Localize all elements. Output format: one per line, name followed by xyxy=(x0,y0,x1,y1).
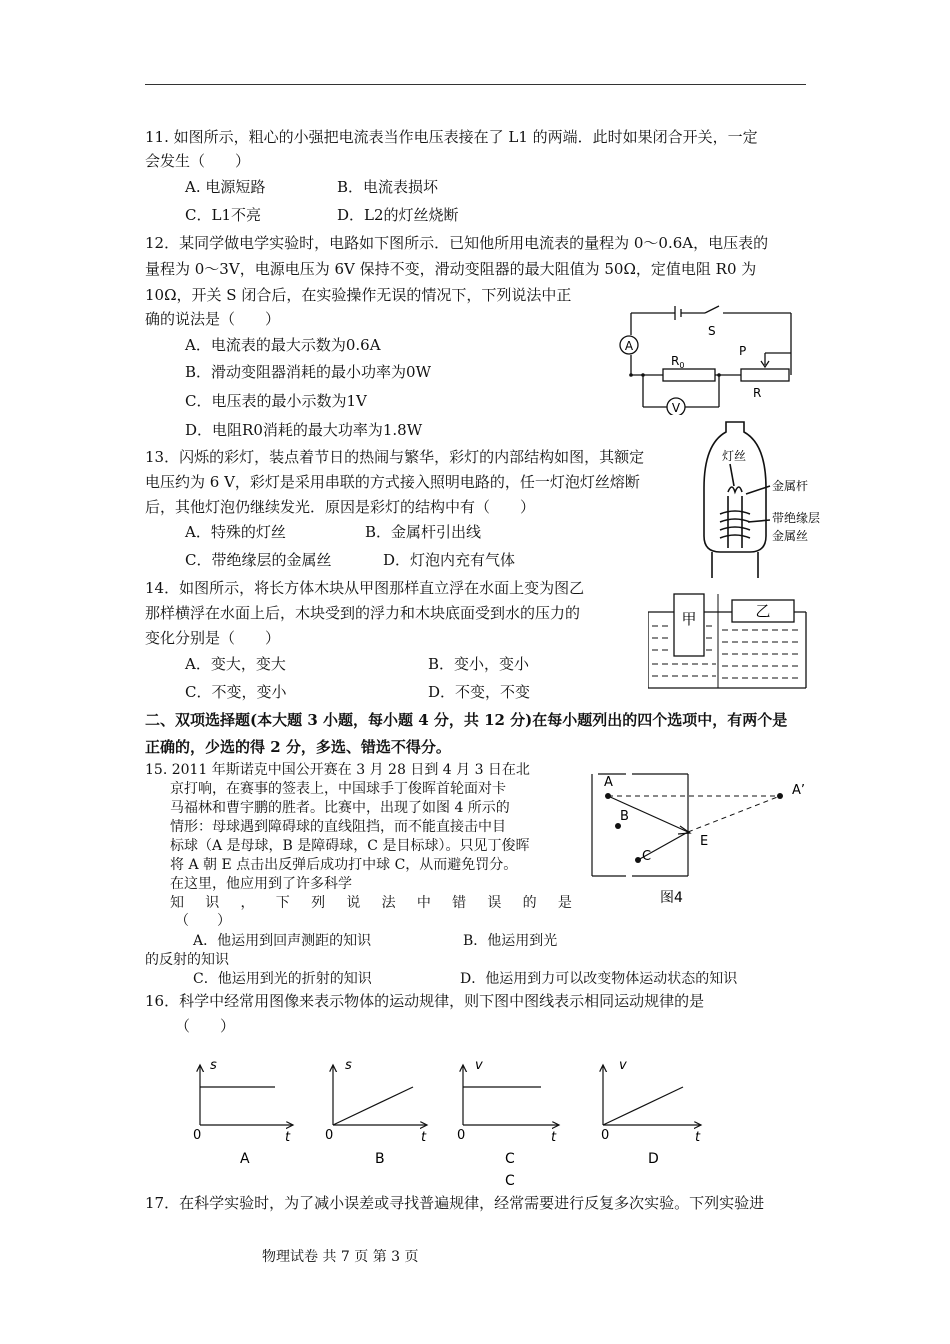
q15-option-a: A．他运用到回声测距的知识 xyxy=(193,933,372,949)
q15-line5: 标球（A 是母球，B 是障碍球，C 是目标球）。只见丁俊晖 xyxy=(170,838,530,854)
q12-option-c: C．电压表的最小示数为1V xyxy=(185,392,367,410)
graph-b-label: B xyxy=(375,1151,385,1167)
ball-a-label: A xyxy=(604,775,613,790)
graph-b-y-axis: s xyxy=(345,1058,352,1073)
q13-line1: 13．闪烁的彩灯，装点着节日的热闹与繁华，彩灯的内部结构如图，其额定 xyxy=(145,448,645,466)
metal-rod-label: 金属杆 xyxy=(772,479,809,493)
q14-option-c: C．不变，变小 xyxy=(185,683,287,701)
q11-option-d: D．L2的灯丝烧断 xyxy=(337,206,459,224)
q13-line3: 后，其他灯泡仍继续发光．原因是彩灯的结构中有（ ） xyxy=(145,498,536,516)
graph-c-y-axis: v xyxy=(475,1058,483,1073)
q16-line1: 16．科学中经常用图像来表示物体的运动规律，则下图中图线表示相同运动规律的是 xyxy=(145,992,705,1010)
q17-line1: 17．在科学实验时，为了减小误差或寻找普遍规律，经常需要进行反复多次实验。下列实验进 xyxy=(145,1194,765,1212)
q15-line2: 京打响，在赛事的签表上，中国球手丁俊晖首轮面对卡 xyxy=(170,781,506,797)
graph-d-origin: 0 xyxy=(601,1128,610,1143)
q14-option-a: A．变大，变大 xyxy=(185,655,286,673)
q12-line1: 12．某同学做电学实验时，电路如下图所示．已知他所用电流表的量程为 0～0.6A，电压表的 xyxy=(145,234,769,252)
q11-line1: 11. 如图所示，粗心的小强把电流表当作电压表接在了 L1 的两端．此时如果闭合开关，一定 xyxy=(145,128,758,146)
voltmeter-symbol-label: V xyxy=(671,401,681,415)
q11-option-b: B．电流表损坏 xyxy=(337,178,439,196)
q12-option-d: D．电阻R0消耗的最大功率为1.8W xyxy=(185,421,423,439)
q15-option-d: D．他运用到力可以改变物体运动状态的知识 xyxy=(460,971,738,987)
block-yi-label: 乙 xyxy=(755,602,771,620)
graph-a-x-axis: t xyxy=(285,1130,291,1145)
insulated-wire-label-1: 带绝缘层 xyxy=(772,511,821,525)
insulated-wire-label-2: 金属丝 xyxy=(772,529,809,543)
graph-b-x-axis: t xyxy=(421,1130,427,1145)
q15-line1: 15. 2011 年斯诺克中国公开赛在 3 月 28 日到 4 月 3 日在北 xyxy=(145,762,530,778)
graph-c-x-axis: t xyxy=(551,1130,557,1145)
graph-c xyxy=(463,1065,559,1125)
q12-option-b: B．滑动变阻器消耗的最小功率为0W xyxy=(185,363,431,381)
q13-option-c: C．带绝缘层的金属丝 xyxy=(185,551,332,569)
q14-line2: 那样横浮在水面上后，木块受到的浮力和木块底面受到水的压力的 xyxy=(145,604,581,622)
q13-option-a: A．特殊的灯丝 xyxy=(185,523,286,541)
q15-line6: 将 A 朝 E 点击出反弹后成功打中球 C，从而避免罚分。 xyxy=(170,857,518,873)
q14-option-d: D．不变，不变 xyxy=(428,683,531,701)
figure4-caption: 图4 xyxy=(660,890,683,906)
q15-line3: 马福林和曹宇鹏的胜者。比赛中，出现了如图 4 所示的 xyxy=(170,800,510,816)
q15-option-b: B．他运用到光 xyxy=(463,933,558,949)
q12-circuit-diagram xyxy=(615,303,795,415)
q12-line3: 10Ω，开关 S 闭合后，在实验操作无误的情况下，下列说法中正 xyxy=(145,286,572,304)
graph-d-x-axis: t xyxy=(695,1130,701,1145)
section2-heading-line2: 正确的，少选的得 2 分，多选、错选不得分。 xyxy=(145,738,451,756)
header-rule xyxy=(145,84,806,85)
graph-b xyxy=(333,1065,427,1125)
q13-option-d: D．灯泡内充有气体 xyxy=(383,551,516,569)
q13-option-b: B．金属杆引出线 xyxy=(365,523,482,541)
page-footer: 物理试卷 共 7 页 第 3 页 xyxy=(262,1249,419,1265)
q14-floating-block-diagram xyxy=(648,590,808,690)
graph-a-label: A xyxy=(240,1151,250,1167)
slider-label: P xyxy=(739,344,747,358)
graph-d-label: D xyxy=(648,1151,659,1167)
q15-snooker-diagram xyxy=(588,770,813,910)
q15-line8: 知 识 ， 下 列 说 法 中 错 误 的 是 xyxy=(170,895,572,911)
graph-d xyxy=(603,1065,701,1125)
ammeter-symbol-label: A xyxy=(624,339,634,353)
q15-line4: 情形：母球遇到障碍球的直线阻挡，而不能直接击中目 xyxy=(170,819,506,835)
r0-label: $R_0$ xyxy=(671,354,685,370)
q11-line2: 会发生（ ） xyxy=(145,152,251,170)
q11-option-c: C．L1不亮 xyxy=(185,206,261,224)
rheostat-label: R xyxy=(753,386,762,400)
point-e-label: E xyxy=(700,834,709,849)
q13-line2: 电压约为 6 V，彩灯是采用串联的方式接入照明电路的，任一灯泡灯丝熔断 xyxy=(145,473,640,491)
q14-option-b: B．变小，变小 xyxy=(428,655,530,673)
q15-line9: （ ） xyxy=(175,913,231,929)
graph-c-label-repeat: C xyxy=(505,1173,515,1189)
point-a-prime-label: A’ xyxy=(792,783,806,798)
q14-line3: 变化分别是（ ） xyxy=(145,629,281,647)
section2-heading-line1: 二、双项选择题(本大题 3 小题，每小题 4 分，共 12 分)在每小题列出的四个选项中，有两个是 xyxy=(145,711,788,729)
graph-c-label: C xyxy=(505,1151,515,1167)
q13-bulb-diagram xyxy=(700,418,830,578)
q12-option-a: A．电流表的最大示数为0.6A xyxy=(185,336,381,354)
ball-c-label: C xyxy=(642,849,652,864)
q15-option-c: C．他运用到光的折射的知识 xyxy=(193,971,372,987)
q12-line2: 量程为 0～3V，电源电压为 6V 保持不变，滑动变阻器的最大阻值为 50Ω，定值电阻 R0 为 xyxy=(145,260,757,278)
q12-line4: 确的说法是（ ） xyxy=(145,310,281,328)
q16-line2: （ ） xyxy=(175,1017,236,1035)
graph-d-y-axis: v xyxy=(619,1058,627,1073)
graph-c-origin: 0 xyxy=(457,1128,466,1143)
q15-line7: 在这里，他应用到了许多科学 xyxy=(170,876,352,892)
switch-label: S xyxy=(708,324,716,338)
graph-b-origin: 0 xyxy=(325,1128,334,1143)
ball-b-label: B xyxy=(620,809,629,824)
graph-a-y-axis: s xyxy=(210,1058,217,1073)
graph-a xyxy=(200,1065,293,1125)
q11-option-a: A. 电源短路 xyxy=(185,178,266,196)
q14-line1: 14．如图所示，将长方体木块从甲图那样直立浮在水面上变为图乙 xyxy=(145,579,585,597)
q15-option-b-cont: 的反射的知识 xyxy=(145,952,229,968)
block-jia-label: 甲 xyxy=(681,610,697,628)
filament-label: 灯丝 xyxy=(722,449,747,463)
graph-a-origin: 0 xyxy=(193,1128,202,1143)
q16-graphs xyxy=(185,1055,715,1190)
